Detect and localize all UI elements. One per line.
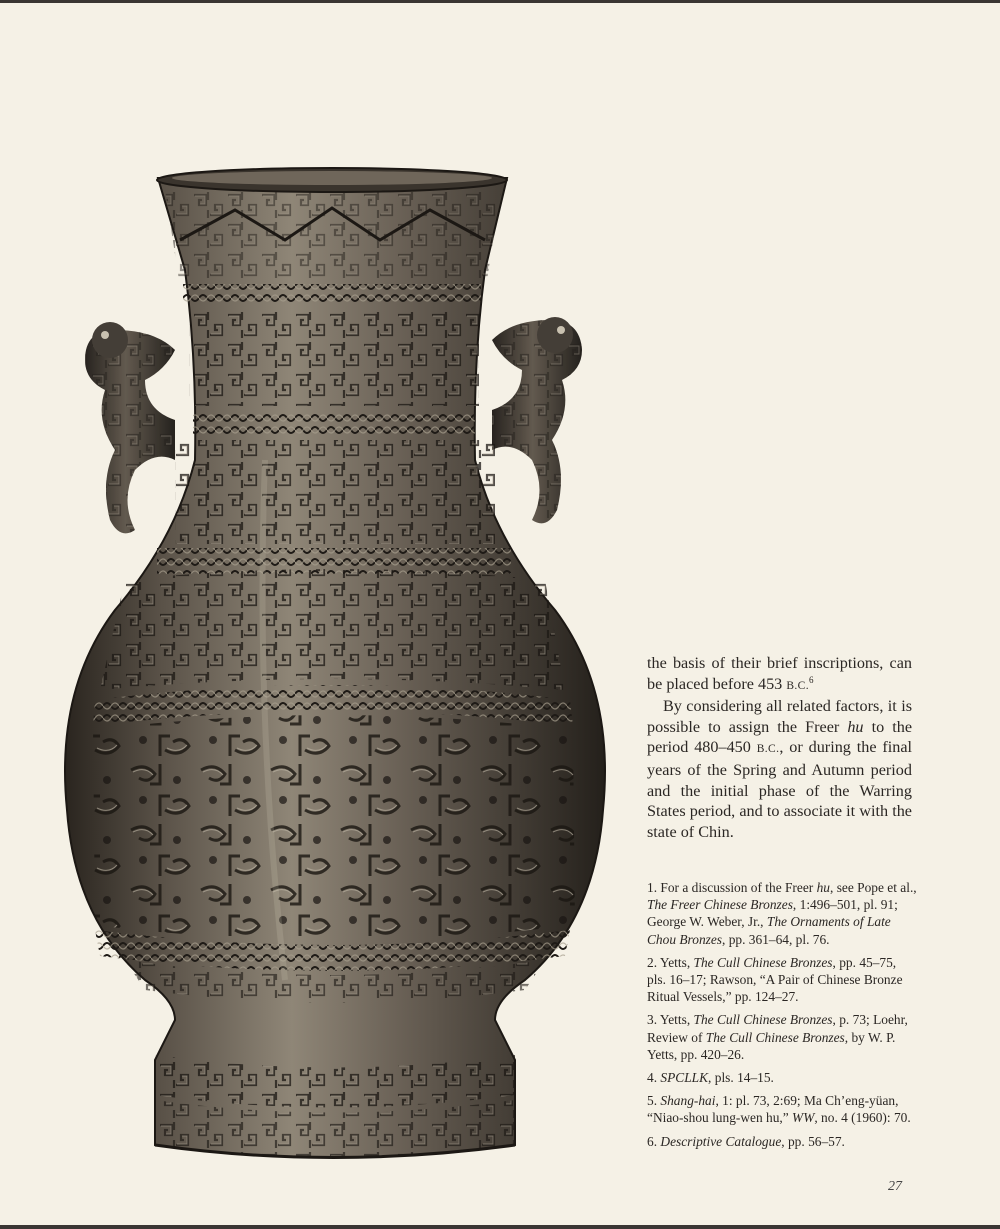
body-text [647,653,912,842]
scan-edge-top [0,0,1000,3]
page-number: 27 [888,1179,902,1194]
footnote-5: 5. Shang-hai, 1: pl. 73, 2:69; Ma Ch’eng-yüan, “Niao-shou lung-wen hu,” WW, no. 4 (1960): 70. [647,1093,911,1126]
footnote-1: 1. For a discussion of the Freer hu, see Pope et al., The Freer Chinese Bronzes, 1:496–501, pl. 91; George W. Weber, Jr., The Ornaments of Late Chou Bronzes, pp. 361–64, pl. 76. [647,880,917,947]
footnote-6: 6. Descriptive Catalogue, pp. 56–57. [647,1133,845,1149]
left-handle [85,322,175,533]
scan-edge-bottom [0,1225,1000,1229]
paragraph-2: By considering all related factors, it is possible to assign the Freer hu to the period 480–450 B.C., or during the final years of the Spring and Autumn period and the initial phase of the Warring States period, and to associate it with the state of Chin. [647,697,913,841]
right-handle [492,317,582,523]
footnote-3: 3. Yetts, The Cull Chinese Bronzes, p. 73; Loehr, Review of The Cull Chinese Bronzes, by W. P. Yetts, pp. 420–26. [647,1012,908,1062]
footnote-2: 2. Yetts, The Cull Chinese Bronzes, pp. 45–75, pls. 16–17; Rawson, “A Pair of Chinese Bronze Ritual Vessels,” pp. 124–27. [647,954,903,1005]
footnote-4: 4. SPCLLK, pls. 14–15. [647,1070,774,1086]
footnotes [647,879,917,1156]
paragraph-1: the basis of their brief inscriptions, can be placed before 453 B.C.$^6$ [647,654,912,693]
bronze-hu-vessel-photo [55,160,615,1180]
